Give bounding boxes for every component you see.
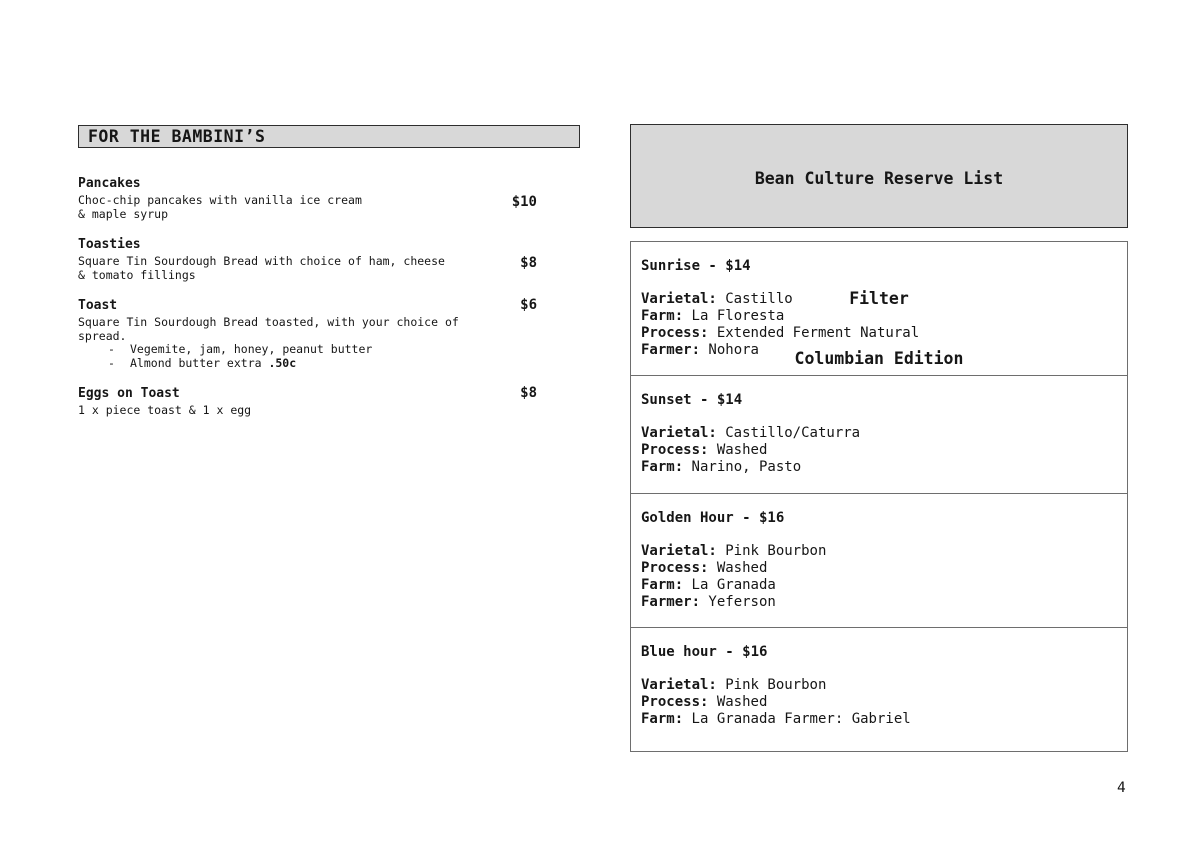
card-field xyxy=(641,325,1117,342)
card-field xyxy=(641,560,1117,577)
field-label: Process: xyxy=(641,442,709,458)
card-field xyxy=(641,694,1117,711)
card-field xyxy=(641,425,1117,442)
field-value: La Granada Farmer: Gabriel xyxy=(691,711,911,727)
card-title: Golden Hour - $16 xyxy=(641,510,785,526)
item-description-line: Choc-chip pancakes with vanilla ice cream xyxy=(78,193,362,207)
bambini-section-header xyxy=(78,125,580,148)
field-value: Pink Bourbon xyxy=(725,677,827,693)
bullet-dash: - xyxy=(108,342,115,356)
item-description-line: spread. xyxy=(78,328,127,343)
item-price: $6 xyxy=(520,297,537,313)
reserve-card-blue-hour xyxy=(630,627,1128,752)
item-bullet xyxy=(78,357,580,371)
menu-item-pancakes xyxy=(78,175,580,221)
field-label: Varietal: xyxy=(641,425,717,441)
bullet-dash: - xyxy=(108,355,115,370)
field-label: Farmer: xyxy=(641,342,701,358)
page-number: 4 xyxy=(1117,780,1126,796)
field-value: Washed xyxy=(716,442,768,458)
card-field xyxy=(641,543,1117,560)
card-field xyxy=(641,677,1117,694)
card-field xyxy=(641,459,1117,476)
field-value: Extended Ferment Natural xyxy=(716,325,920,341)
card-field xyxy=(641,308,1117,325)
bambini-menu-section xyxy=(78,125,580,433)
field-label: Farm: xyxy=(641,459,684,475)
item-title: Toasties xyxy=(78,237,141,252)
field-label: Varietal: xyxy=(641,543,717,559)
reserve-list-section xyxy=(630,124,1128,752)
field-value: Castillo/Caturra xyxy=(725,425,861,441)
bullet-text: Almond butter extra .50c xyxy=(130,355,297,370)
field-label: Farm: xyxy=(641,308,684,324)
item-bullet xyxy=(78,343,580,357)
reserve-header-edition: Columbian Edition xyxy=(794,349,964,368)
item-price: $8 xyxy=(520,255,537,271)
card-field xyxy=(641,442,1117,459)
field-value: Pink Bourbon xyxy=(725,543,827,559)
field-value: Narino, Pasto xyxy=(691,459,802,475)
field-label: Varietal: xyxy=(641,677,717,693)
card-title: Blue hour - $16 xyxy=(641,644,768,660)
field-value: Washed xyxy=(716,560,768,576)
item-description-line: 1 x piece toast & 1 x egg xyxy=(78,403,252,417)
field-value: Nohora xyxy=(708,342,759,358)
bambini-section-header-label: FOR THE BAMBINI’S xyxy=(88,127,266,146)
field-label: Process: xyxy=(641,560,709,576)
field-value: La Floresta xyxy=(691,308,785,324)
item-description-line: & maple syrup xyxy=(78,206,169,221)
menu-item-toast xyxy=(78,297,580,370)
card-field xyxy=(641,577,1117,594)
field-value: Castillo xyxy=(725,291,793,307)
field-label: Farm: xyxy=(641,711,684,727)
field-value: La Granada xyxy=(691,577,776,593)
card-title: Sunset - $14 xyxy=(641,392,743,408)
field-label: Process: xyxy=(641,325,709,341)
item-title: Eggs on Toast xyxy=(78,386,180,401)
menu-item-eggs-on-toast xyxy=(78,385,580,418)
field-value: Washed xyxy=(716,694,768,710)
item-title: Toast xyxy=(78,298,118,313)
bambini-menu-items xyxy=(78,175,580,418)
field-value: Yeferson xyxy=(708,594,776,610)
bullet-text: Vegemite, jam, honey, peanut butter xyxy=(130,342,373,356)
item-description-line: Square Tin Sourdough Bread toasted, with your choice of xyxy=(78,315,459,329)
reserve-header-title: Bean Culture Reserve List xyxy=(754,169,1004,188)
reserve-header-filter: Filter xyxy=(849,289,909,308)
field-label: Farmer: xyxy=(641,594,701,610)
card-title: Sunrise - $14 xyxy=(641,258,751,274)
item-price: $10 xyxy=(511,194,537,210)
card-field xyxy=(641,711,1117,728)
item-description-line: Square Tin Sourdough Bread with choice of ham, cheese xyxy=(78,254,445,268)
reserve-cards xyxy=(630,241,1128,752)
field-label: Varietal: xyxy=(641,291,717,307)
item-title: Pancakes xyxy=(78,176,141,191)
reserve-card-golden-hour xyxy=(630,493,1128,628)
item-description-line: & tomato fillings xyxy=(78,267,196,282)
menu-item-toasties xyxy=(78,236,580,282)
field-label: Process: xyxy=(641,694,709,710)
item-price: $8 xyxy=(520,385,537,401)
card-field xyxy=(641,594,1117,611)
field-label: Farm: xyxy=(641,577,684,593)
